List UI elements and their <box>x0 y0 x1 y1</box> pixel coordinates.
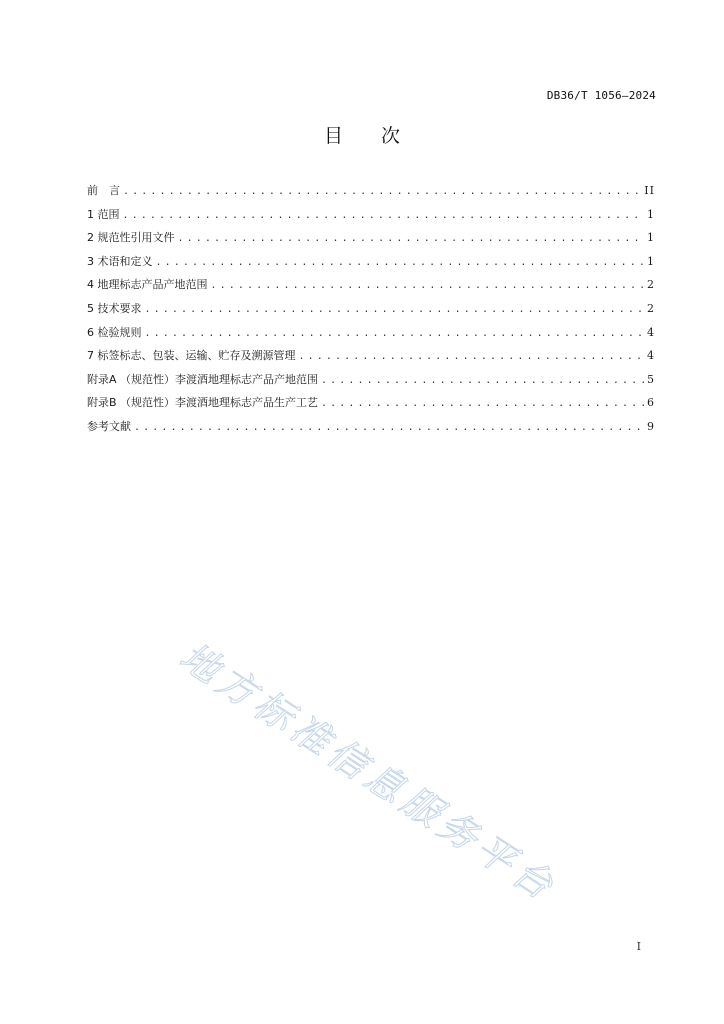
toc-entry-inspection-rules[interactable] <box>87 324 655 348</box>
toc-leader-dots <box>145 304 645 315</box>
table-of-contents <box>87 182 655 442</box>
toc-entry-page: II <box>644 184 655 197</box>
toc-entry-page: 6 <box>647 396 655 410</box>
toc-entry-appendix-a[interactable] <box>87 371 655 395</box>
toc-entry-terms-definitions[interactable] <box>87 253 655 277</box>
toc-entry-appendix-b[interactable] <box>87 394 655 418</box>
toc-entry-label: 3 术语和定义 <box>87 254 153 268</box>
toc-leader-dots <box>134 422 644 433</box>
toc-entry-technical-requirements[interactable] <box>87 300 655 324</box>
toc-entry-page: 4 <box>647 325 655 339</box>
title-char-2: 次 <box>381 125 401 147</box>
watermark-text: 地方标准信息服务平台 <box>172 633 566 911</box>
toc-entry-bibliography[interactable] <box>87 418 655 442</box>
toc-entry-page: 9 <box>647 419 655 433</box>
toc-leader-dots <box>156 257 645 268</box>
toc-entry-page: 1 <box>647 231 655 245</box>
page-number: I <box>636 940 641 953</box>
toc-leader-dots <box>211 280 645 291</box>
toc-entry-normative-references[interactable] <box>87 229 655 253</box>
toc-entry-label: 2 规范性引用文件 <box>87 231 175 245</box>
toc-entry-label: 附录A （规范性）李渡酒地理标志产品产地范围 <box>87 372 319 386</box>
toc-leader-dots <box>321 398 644 409</box>
toc-entry-page: 1 <box>647 207 655 221</box>
toc-entry-page: 2 <box>647 278 655 292</box>
toc-entry-label: 4 地理标志产品产地范围 <box>87 278 208 292</box>
toc-entry-labeling-packaging[interactable] <box>87 347 655 371</box>
toc-leader-dots <box>123 210 645 221</box>
toc-entry-page: 4 <box>647 349 655 363</box>
toc-entry-scope[interactable] <box>87 206 655 230</box>
toc-leader-dots <box>299 351 645 362</box>
toc-entry-page: 5 <box>647 372 655 386</box>
title-char-1: 目 <box>323 125 343 147</box>
toc-entry-label: 5 技术要求 <box>87 301 142 315</box>
toc-leader-dots <box>123 186 641 197</box>
toc-entry-foreword[interactable] <box>87 182 655 206</box>
toc-leader-dots <box>321 375 644 386</box>
toc-entry-label: 附录B （规范性）李渡酒地理标志产品生产工艺 <box>87 396 319 410</box>
toc-leader-dots <box>178 233 645 244</box>
toc-leader-dots <box>145 328 645 339</box>
toc-entry-page: 1 <box>647 254 655 268</box>
toc-entry-production-area[interactable] <box>87 276 655 300</box>
toc-entry-label: 6 检验规则 <box>87 325 142 339</box>
toc-entry-page: 2 <box>647 301 655 315</box>
toc-entry-label: 参考文献 <box>87 419 131 433</box>
toc-entry-label: 7 标签标志、包装、运输、贮存及溯源管理 <box>87 349 296 363</box>
toc-entry-label: 前 言 <box>87 184 120 197</box>
document-code: DB36/T 1056—2024 <box>546 89 656 102</box>
page-title <box>0 121 724 148</box>
toc-entry-label: 1 范围 <box>87 207 120 221</box>
